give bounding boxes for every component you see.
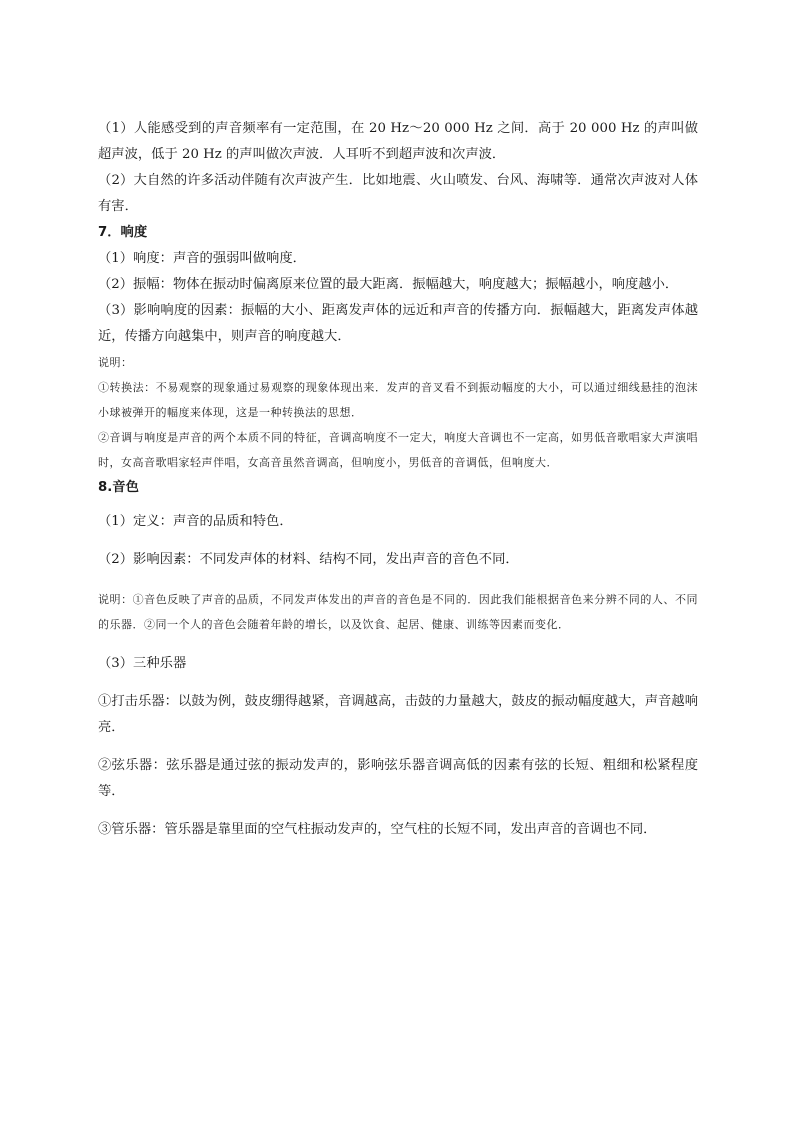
note-timbre: 说明：①音色反映了声音的品质，不同发声体发出的声音的音色是不同的．因此我们能根据音色来分辨不同的人、不同的乐器．②同一个人的音色会随着年龄的增长，以及饮食、起居、健康、训练等因素而变化． bbox=[98, 593, 698, 631]
section-heading-loudness: 7．响度 bbox=[98, 225, 148, 240]
paragraph-wind-instruments: ③管乐器：管乐器是靠里面的空气柱振动发声的，空气柱的长短不同，发出声音的音调也不同． bbox=[98, 822, 657, 837]
paragraph-infrasound-sources: （2）大自然的许多活动伴随有次声波产生．比如地震、火山喷发、台风、海啸等．通常次声波对人体有害． bbox=[98, 173, 698, 214]
paragraph-percussion: ①打击乐器：以鼓为例，鼓皮绷得越紧，音调越高，击鼓的力量越大，鼓皮的振动幅度越大，声音越响亮． bbox=[98, 694, 698, 735]
paragraph-timbre-definition: （1）定义：声音的品质和特色． bbox=[98, 514, 293, 529]
document-body bbox=[98, 116, 698, 843]
paragraph-three-instruments: （3）三种乐器 bbox=[98, 656, 187, 671]
paragraph-loudness-definition: （1）响度：声音的强弱叫做响度． bbox=[98, 251, 306, 266]
paragraph-amplitude: （2）振幅：物体在振动时偏离原来位置的最大距离．振幅越大，响度越大；振幅越小，响度越小． bbox=[98, 277, 679, 292]
paragraph-timbre-factors: （2）影响因素：不同发声体的材料、结构不同，发出声音的音色不同． bbox=[98, 552, 519, 567]
note-title: 说明： bbox=[98, 356, 133, 369]
paragraph-string-instruments: ②弦乐器：弦乐器是通过弦的振动发声的，影响弦乐器音调高低的因素有弦的长短、粗细和松紧程度等． bbox=[98, 758, 698, 799]
note-conversion-method: ①转换法：不易观察的现象通过易观察的现象体现出来．发声的音叉看不到振动幅度的大小，可以通过细线悬挂的泡沫小球被弹开的幅度来体现，这是一种转换法的思想． bbox=[98, 381, 698, 419]
paragraph-sound-frequency-range: （1）人能感受到的声音频率有一定范围，在 20 Hz～20 000 Hz 之间．高于 20 000 Hz 的声叫做超声波，低于 20 Hz 的声叫做次声波．人耳听不到超声波和次声波． bbox=[98, 121, 698, 162]
note-pitch-vs-loudness: ②音调与响度是声音的两个本质不同的特征，音调高响度不一定大，响度大音调也不一定高，如男低音歌唱家大声演唱时，女高音歌唱家轻声伴唱，女高音虽然音调高，但响度小，男低音的音调低，但响度大． bbox=[98, 431, 698, 469]
section-heading-timbre: 8.音色 bbox=[98, 480, 139, 495]
paragraph-loudness-factors: （3）影响响度的因素：振幅的大小、距离发声体的远近和声音的传播方向．振幅越大，距离发声体越近，传播方向越集中，则声音的响度越大． bbox=[98, 303, 698, 344]
